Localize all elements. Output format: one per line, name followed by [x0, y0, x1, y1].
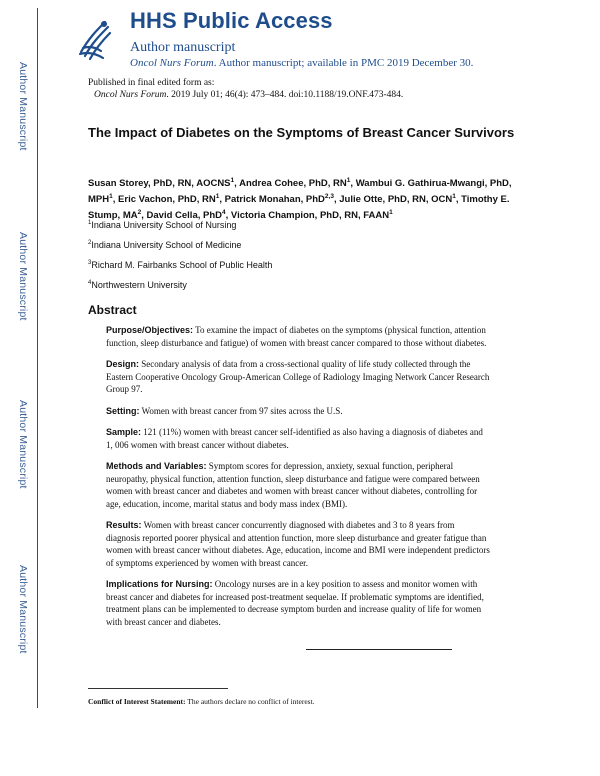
author: Eric Vachon, PhD, RN [118, 194, 216, 206]
section-text: Women with breast cancer from 97 sites across the U.S. [141, 405, 343, 416]
author-sup: 1 [230, 177, 235, 184]
affiliation [88, 240, 272, 260]
section-label: Implications for Nursing: [106, 579, 213, 589]
author: Susan Storey, PhD, RN, AOCNS [88, 178, 231, 190]
author: Julie Otte, PhD, RN, OCN [339, 194, 453, 206]
publication-info [88, 77, 403, 101]
abstract-body [106, 324, 490, 637]
author: Timothy E. Stump, MA [88, 194, 510, 222]
footnote [88, 697, 315, 706]
author-sup: 2,3 [324, 193, 334, 201]
affiliations [88, 220, 272, 300]
abstract-end-rule [306, 649, 452, 650]
section-label: Methods and Variables: [106, 461, 207, 471]
hhs-subtitle: Author manuscript [130, 40, 236, 55]
affiliation-name: Northwestern University [91, 280, 187, 290]
affiliation-sup: 1 [88, 220, 92, 226]
section-text: 121 (11%) women with breast cancer self-identified as also having a diagnosis of diabetes and 1, 006 women with breast cancer without diabetes. [106, 427, 483, 450]
affiliation [88, 220, 272, 240]
author-sup: 1 [452, 193, 456, 201]
publication-label: Published in final edited form as: [88, 78, 215, 88]
author: David Cella, PhD [146, 210, 223, 222]
author-sup: 2 [137, 209, 142, 217]
affiliation-name: Richard M. Fairbanks School of Public Health [91, 260, 273, 270]
citation-text: . 2019 July 01; 46(4): 473–484. doi:10.1188/19.ONF.473-484. [166, 90, 404, 100]
availability-text: . Author manuscript; available in PMC 2019 December 30. [213, 57, 474, 69]
section-label: Results: [106, 520, 142, 530]
section-label: Setting: [106, 405, 140, 416]
footnote-rule [88, 688, 228, 689]
author-sup: 1 [109, 193, 113, 201]
abstract-section [106, 578, 490, 628]
citation-journal: Oncol Nurs Forum [94, 90, 167, 100]
author-list: Susan Storey, PhD, RN, AOCNS$^1$, Andrea Cohee, PhD, $RN^1$, Wambui G. Gathirua-Mwangi, PhD, MPH$^1$, Eric Vachon, PhD, $RN^1$, Patrick Monahan, PhD$^{2,3}$, Julie Otte, PhD, RN, OCN$^1$, Timothy E. Stump, $MA^2$, David Cella, PhD$^4$, Victoria Champion, PhD, RN, FAAN$^1$ [88, 177, 512, 222]
abstract-section [106, 324, 490, 349]
abstract-section [106, 519, 490, 569]
author-sup: 1 [346, 177, 351, 184]
sidebar-label: Author Manuscript [17, 565, 29, 654]
citation [88, 89, 403, 101]
author: Wambui G. Gathirua-Mwangi, PhD, MPH [88, 178, 512, 206]
hhs-title: HHS Public Access [130, 8, 333, 33]
author-sup: 1 [215, 193, 220, 201]
abstract-heading: Abstract [88, 303, 137, 317]
author-sup: 1 [389, 209, 393, 217]
sidebar-label: Author Manuscript [17, 400, 29, 489]
abstract-section [106, 405, 490, 418]
section-label: Design: [106, 359, 140, 369]
author: Andrea Cohee, PhD, RN [239, 178, 347, 190]
section-text: Oncology nurses are in a key position to assess and monitor women with breast cancer and diabetes for increased post-treatment sequelae. If problematic symptoms are identified, treatment plans can be implemented to decrease symptom burden and increase quality of life for women with breast cancer and diabetes. [106, 579, 484, 627]
section-label: Sample: [106, 427, 142, 437]
abstract-section [106, 460, 490, 510]
section-label: Purpose/Objectives: [106, 325, 194, 335]
author: Patrick Monahan, PhD [224, 194, 325, 206]
affiliation [88, 280, 272, 300]
affiliation-name: Indiana University School of Medicine [91, 240, 242, 250]
footnote-text: The authors declare no conflict of interest. [187, 697, 315, 706]
section-text: To examine the impact of diabetes on the symptoms (physical function, attention function, sleep disturbance and fatigue) of women with breast cancer compared to those without diabetes. [106, 325, 487, 348]
abstract-section [106, 358, 490, 396]
section-text: Women with breast cancer concurrently diagnosed with diabetes and 3 to 8 years from diagnosis reported poorer physical and attention function, more sleep disturbance and greater fatigue than women with breast cancer without diabetes. Age, education, income and BMI were independent predictors of symptoms experienced by women with breast cancer. [106, 520, 490, 568]
affiliation-name: Indiana University School of Nursing [91, 220, 237, 230]
sidebar-rule [37, 8, 38, 708]
section-text: Symptom scores for depression, anxiety, sexual function, peripheral neuropathy, physical function, attention function, sleep disturbance and fatigue were compared between women with breast cancer and diabetes and women with breast cancer without diabetes, controlling for age, education, income, marital status and body mass index (BMI). [106, 461, 480, 509]
journal-name: Oncol Nurs Forum [130, 57, 214, 69]
affiliation [88, 260, 272, 280]
article-title: The Impact of Diabetes on the Symptoms of Breast Cancer Survivors [88, 125, 515, 140]
hhs-eagle-logo-icon [75, 18, 113, 62]
abstract-section [106, 426, 490, 451]
hhs-availability [130, 57, 473, 69]
sidebar-label: Author Manuscript [17, 232, 29, 321]
author-sup: 4 [222, 209, 226, 217]
author: Victoria Champion, PhD, RN, FAAN [230, 210, 390, 222]
affiliation-sup: 3 [88, 260, 92, 266]
section-text: Secondary analysis of data from a cross-sectional quality of life study collected through the Eastern Cooperative Oncology Group-American College of Radiology Imaging Network Cancer Research Group 97. [106, 359, 490, 394]
affiliation-sup: 2 [88, 240, 92, 246]
footnote-label: Conflict of Interest Statement: [88, 697, 186, 706]
sidebar-label: Author Manuscript [17, 62, 29, 151]
affiliation-sup: 4 [88, 280, 92, 286]
